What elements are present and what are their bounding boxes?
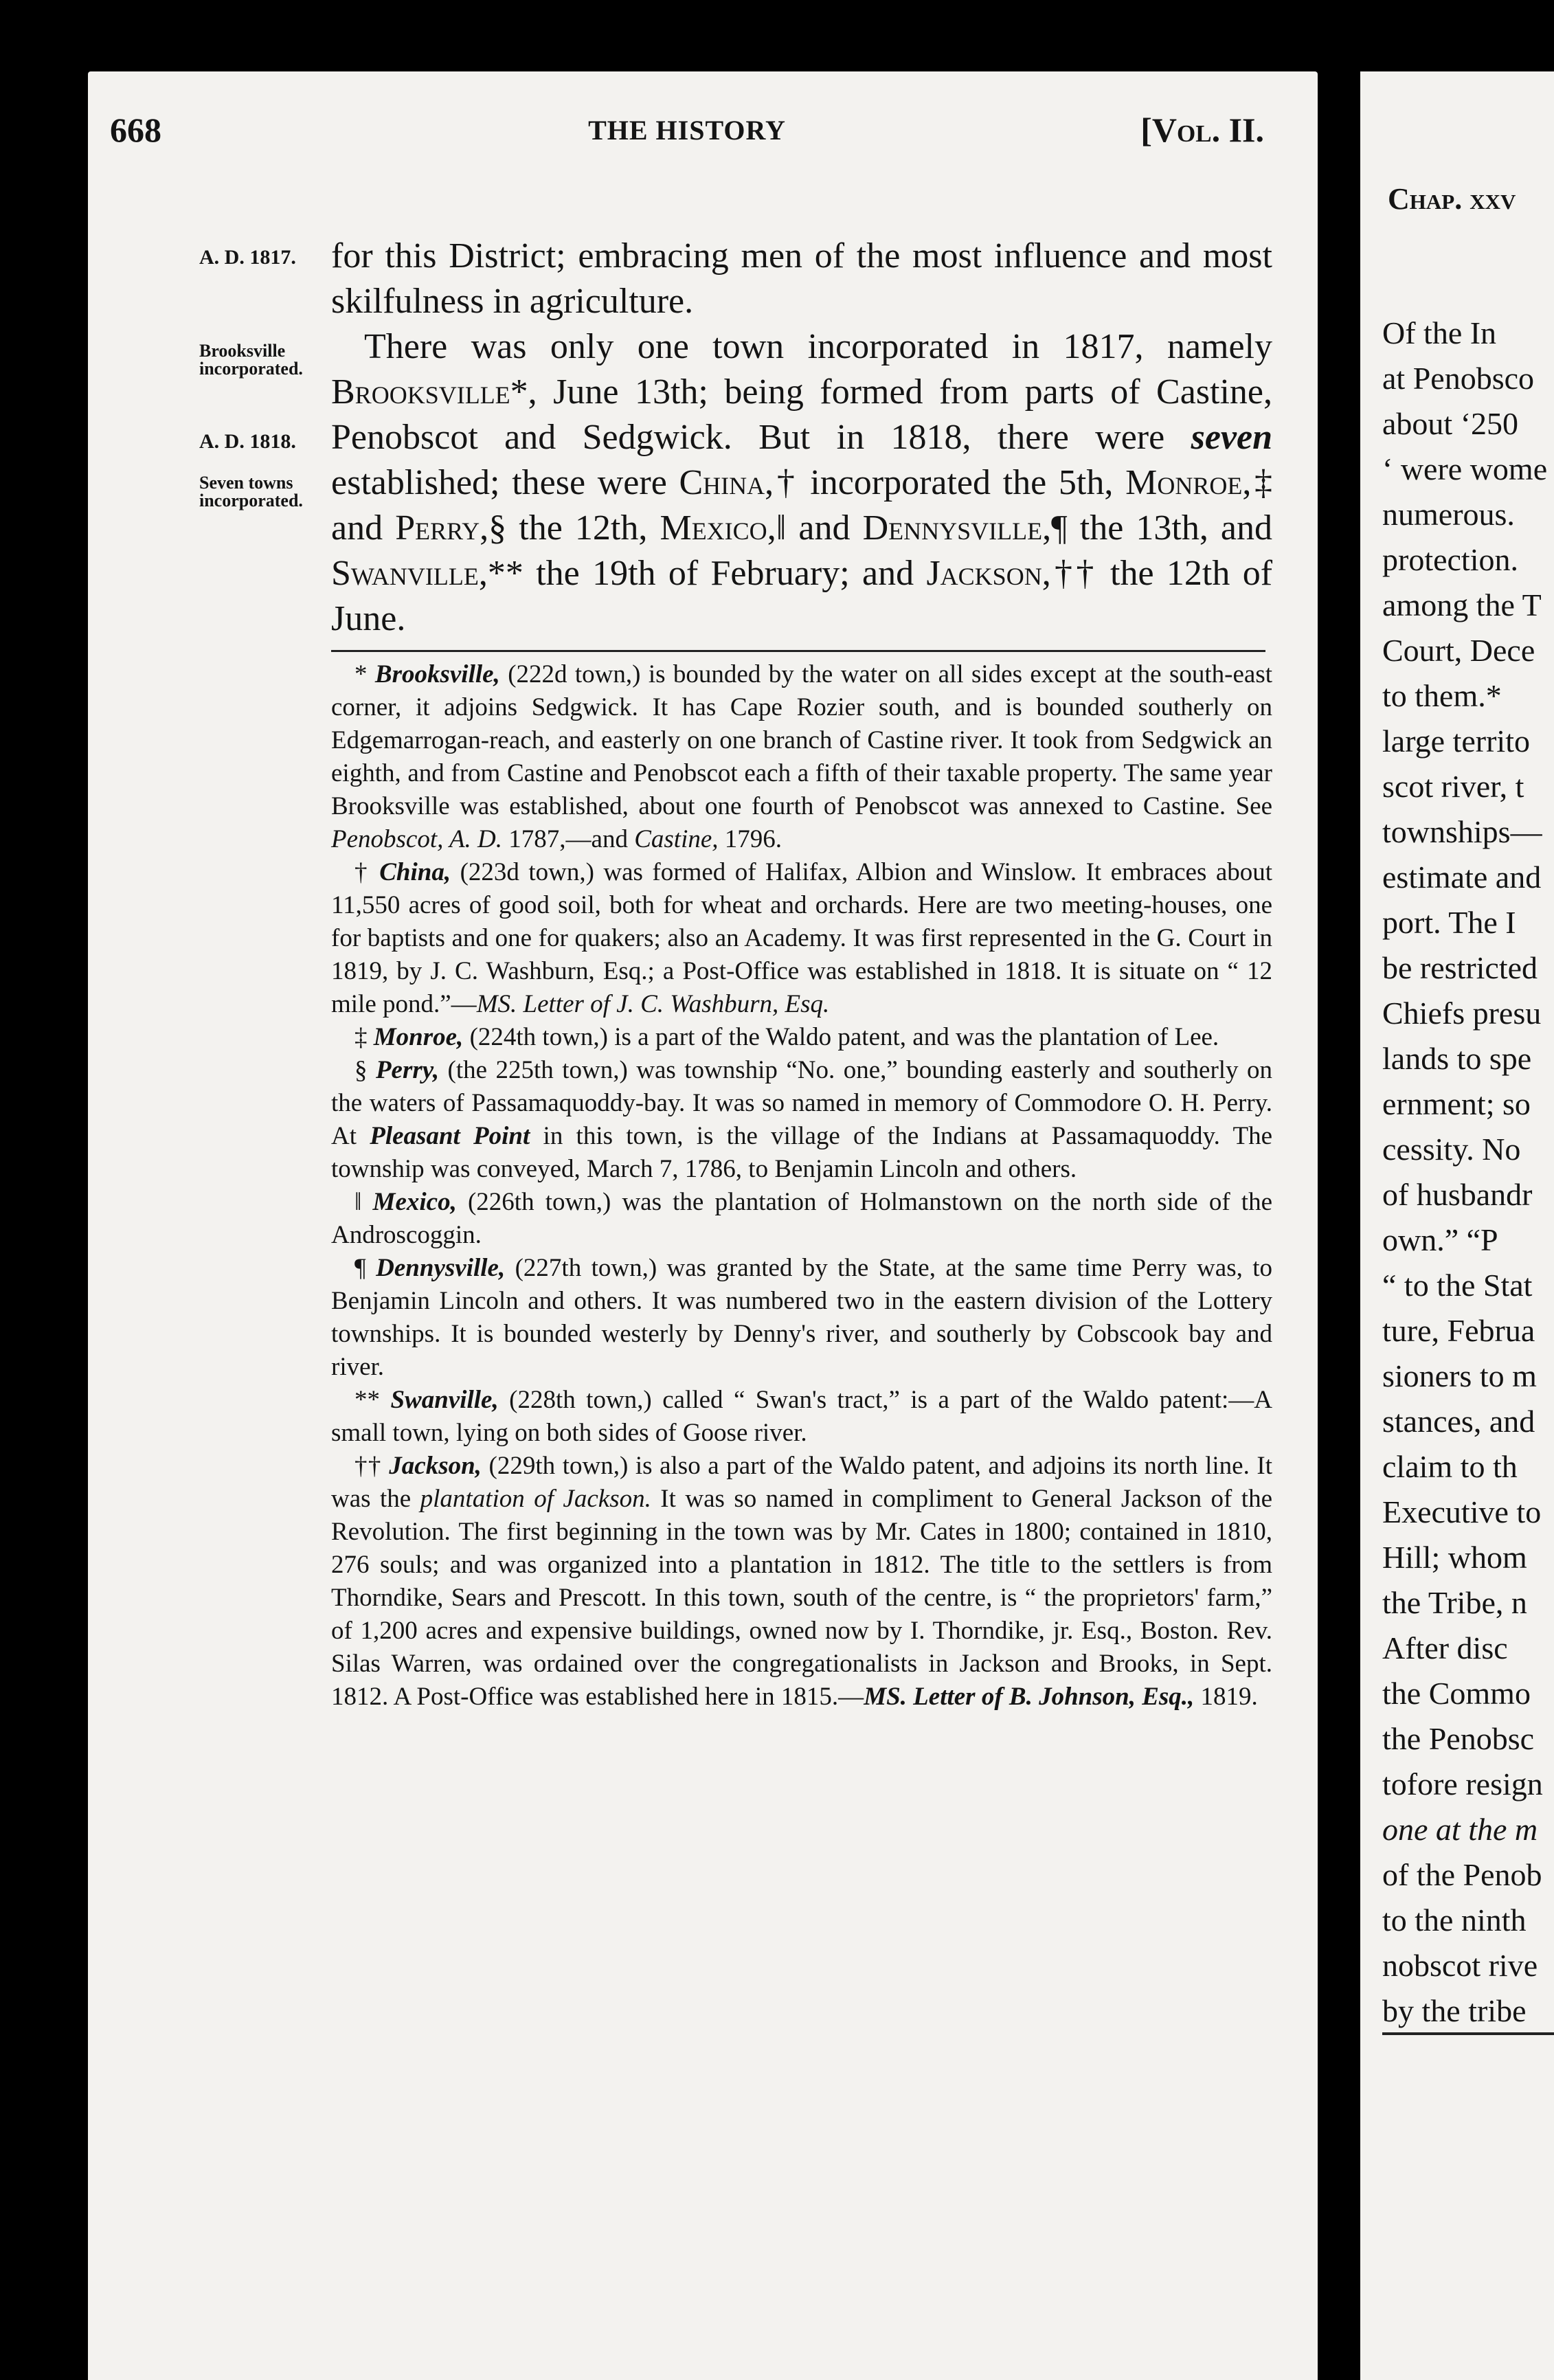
next-page-line: to them.* (1382, 678, 1502, 713)
next-page-line: After disc (1382, 1630, 1508, 1665)
margin-note-brooksville: Brooksville incorporated. (199, 341, 303, 379)
footnote-china: † China, (223d town,) was formed of Halifax, Albion and Winslow. It embraces about 11,550 acres of good soil, both for wheat and orchards. Here are two meeting-houses, one for baptists and one for quakers; also an Academy. It was first represented in the G. Court in 1819, by J. C. Washburn, Esq.; a Post-Office was established in 1818. It is situate on “ 12 mile pond.”—MS. Letter of J. C. Washburn, Esq. (331, 858, 1273, 1018)
next-page-line: among the T (1382, 587, 1542, 622)
page-header (110, 110, 1264, 165)
next-page-line: the Commo (1382, 1676, 1531, 1711)
next-page-line: “ to the Stat (1382, 1268, 1533, 1303)
town-mexico: Mexico (660, 508, 767, 548)
next-page-line: at Penobsco (1382, 361, 1535, 396)
next-page-line: sioners to m (1382, 1358, 1537, 1393)
margin-note-1818: A. D. 1818. (199, 430, 296, 453)
margin-note-seven-towns: Seven towns incorporated. (199, 473, 303, 510)
town-dennysville: Dennysville (862, 508, 1043, 548)
next-page-line: estimate and (1382, 860, 1542, 895)
next-page-line: own.” “P (1382, 1222, 1498, 1257)
next-page-fragment (1360, 71, 1554, 2380)
next-page-line: Court, Dece (1382, 633, 1535, 668)
next-page-line: of husbandr (1382, 1177, 1533, 1212)
next-page-line: cessity. No (1382, 1132, 1521, 1167)
footnote-divider (331, 650, 1265, 652)
town-monroe: Monroe (1125, 463, 1243, 502)
main-text (331, 234, 1272, 642)
next-page-line: one at the m (1382, 1812, 1538, 1847)
next-page-line: stances, and (1382, 1404, 1535, 1439)
next-page-line: lands to spe (1382, 1041, 1532, 1076)
next-page-line: by the tribe (1382, 1993, 1527, 2028)
next-page-line: ‘ were wome (1382, 451, 1548, 486)
next-page-line: tofore resign (1382, 1766, 1543, 1801)
town-jackson: Jackson (926, 554, 1042, 593)
footnote-mexico: ‖ Mexico, (226th town,) was the plantation of Holmanstown on the north side of the Androscoggin. (331, 1188, 1273, 1249)
footnote-jackson: †† Jackson, (229th town,) is also a part of the Waldo patent, and adjoins its north line. It was the plantation of Jackson. It was so named in compliment to General Jackson of the Revolution. The first beginning in the town was by Mr. Cates in 1800; contained in 1810, 276 souls; and was organized into a plantation in 1812. The title to the settlers is from Thorndike, Sears and Prescott. In this town, south of the centre, is “ the proprietors' farm,” of 1,200 acres and expensive buildings, owned now by I. Thorndike, jr. Esq., Boston. Rev. Silas Warren, was ordained over the congregationalists in Jackson and Brooks, in Sept. 1812. A Post-Office was established here in 1815.—MS. Letter of B. Johnson, Esq., 1819. (331, 1452, 1273, 1711)
running-title: THE HISTORY (588, 115, 786, 146)
footnote-monroe: ‡ Monroe, (224th town,) is a part of the Waldo patent, and was the plantation of Lee. (354, 1023, 1219, 1051)
town-china: China (679, 463, 765, 502)
paragraph-1: for this District; embracing men of the most influence and most skilfulness in agriculture. (331, 236, 1272, 321)
next-page-line: Hill; whom (1382, 1540, 1527, 1575)
next-page-line: about ‘250 (1382, 406, 1519, 441)
next-page-line: numerous. (1382, 497, 1515, 532)
next-page-line: Chiefs presu (1382, 996, 1542, 1031)
next-page-line: ture, Februa (1382, 1313, 1535, 1348)
paragraph-2: There was only one town incorporated in 1817, namely Brooksville*, June 13th; being formed from parts of Castine, Penobscot and Sedgwick. But in 1818, there were seven established; these were China,† incorporated the 5th, Monroe,‡ and Perry,§ the 12th, Mexico,‖ and Dennysville,¶ the 13th, and Swanville,** the 19th of February; and Jackson,†† the 12th of June. (331, 327, 1273, 638)
next-page-line: port. The I (1382, 905, 1516, 940)
town-perry: Perry (395, 508, 480, 548)
next-page-line: Of the In (1382, 315, 1497, 350)
footnote-brooksville: * Brooksville, (222d town,) is bounded by the water on all sides except at the south-east corner, it adjoins Sedgwick. It has Cape Rozier south, and is bounded southerly on Edgemarrogan-reach, and easterly on one branch of Castine river. It took from Sedgwick an eighth, and from Castine and Penobscot each a fifth of their taxable property. The same year Brooksville was established, about one fourth of Penobscot was annexed to Castine. See Penobscot, A. D. 1787,—and Castine, 1796. (331, 660, 1272, 853)
next-page-line: claim to th (1382, 1449, 1518, 1484)
footnotes (331, 658, 1272, 1714)
next-page-footnote-divider (1382, 2032, 1554, 2035)
volume-label: [Vol. II. (1140, 111, 1264, 149)
next-page-line: protection. (1382, 542, 1518, 577)
next-page-line: townships— (1382, 814, 1542, 849)
footnote-perry: § Perry, (the 225th town,) was township “No. one,” bounding easterly and southerly on the waters of Passamaquoddy-bay. It was so named in memory of Commodore O. H. Perry. At Pleasant Point in this town, is the village of the Indians at Passamaquoddy. The township was conveyed, March 7, 1786, to Benjamin Lincoln and others. (331, 1056, 1273, 1183)
next-page-line: nobscot rive (1382, 1948, 1538, 1983)
footnote-dennysville: ¶ Dennysville, (227th town,) was granted by the State, at the same time Perry was, to Benjamin Lincoln and others. It was numbered two in the eastern division of the Lottery townships. It is bounded westerly by Denny's river, and southerly by Cobscook bay and river. (331, 1254, 1273, 1381)
next-page-line: of the Penob (1382, 1857, 1542, 1892)
next-page-header: Chap. xxv (1388, 182, 1516, 216)
next-page-line: ernment; so (1382, 1086, 1531, 1121)
next-page-line: scot river, t (1382, 769, 1524, 804)
next-page-line: to the ninth (1382, 1902, 1527, 1938)
town-swanville: Swanville (331, 554, 479, 593)
word-seven: seven (1191, 418, 1272, 457)
next-page-line: be restricted (1382, 950, 1538, 985)
footnote-swanville: ** Swanville, (228th town,) called “ Swan's tract,” is a part of the Waldo patent:—A small town, lying on both sides of Goose river. (331, 1386, 1272, 1447)
town-brooksville: Brooksville (331, 372, 510, 412)
page-number: 668 (110, 111, 161, 149)
next-page-line: Executive to (1382, 1494, 1542, 1529)
next-page-line: the Tribe, n (1382, 1585, 1527, 1620)
next-page-line: large territo (1382, 723, 1530, 759)
next-page-line: the Penobsc (1382, 1721, 1535, 1756)
next-page-text (1382, 311, 1554, 2034)
margin-note-1817: A. D. 1817. (199, 246, 296, 269)
